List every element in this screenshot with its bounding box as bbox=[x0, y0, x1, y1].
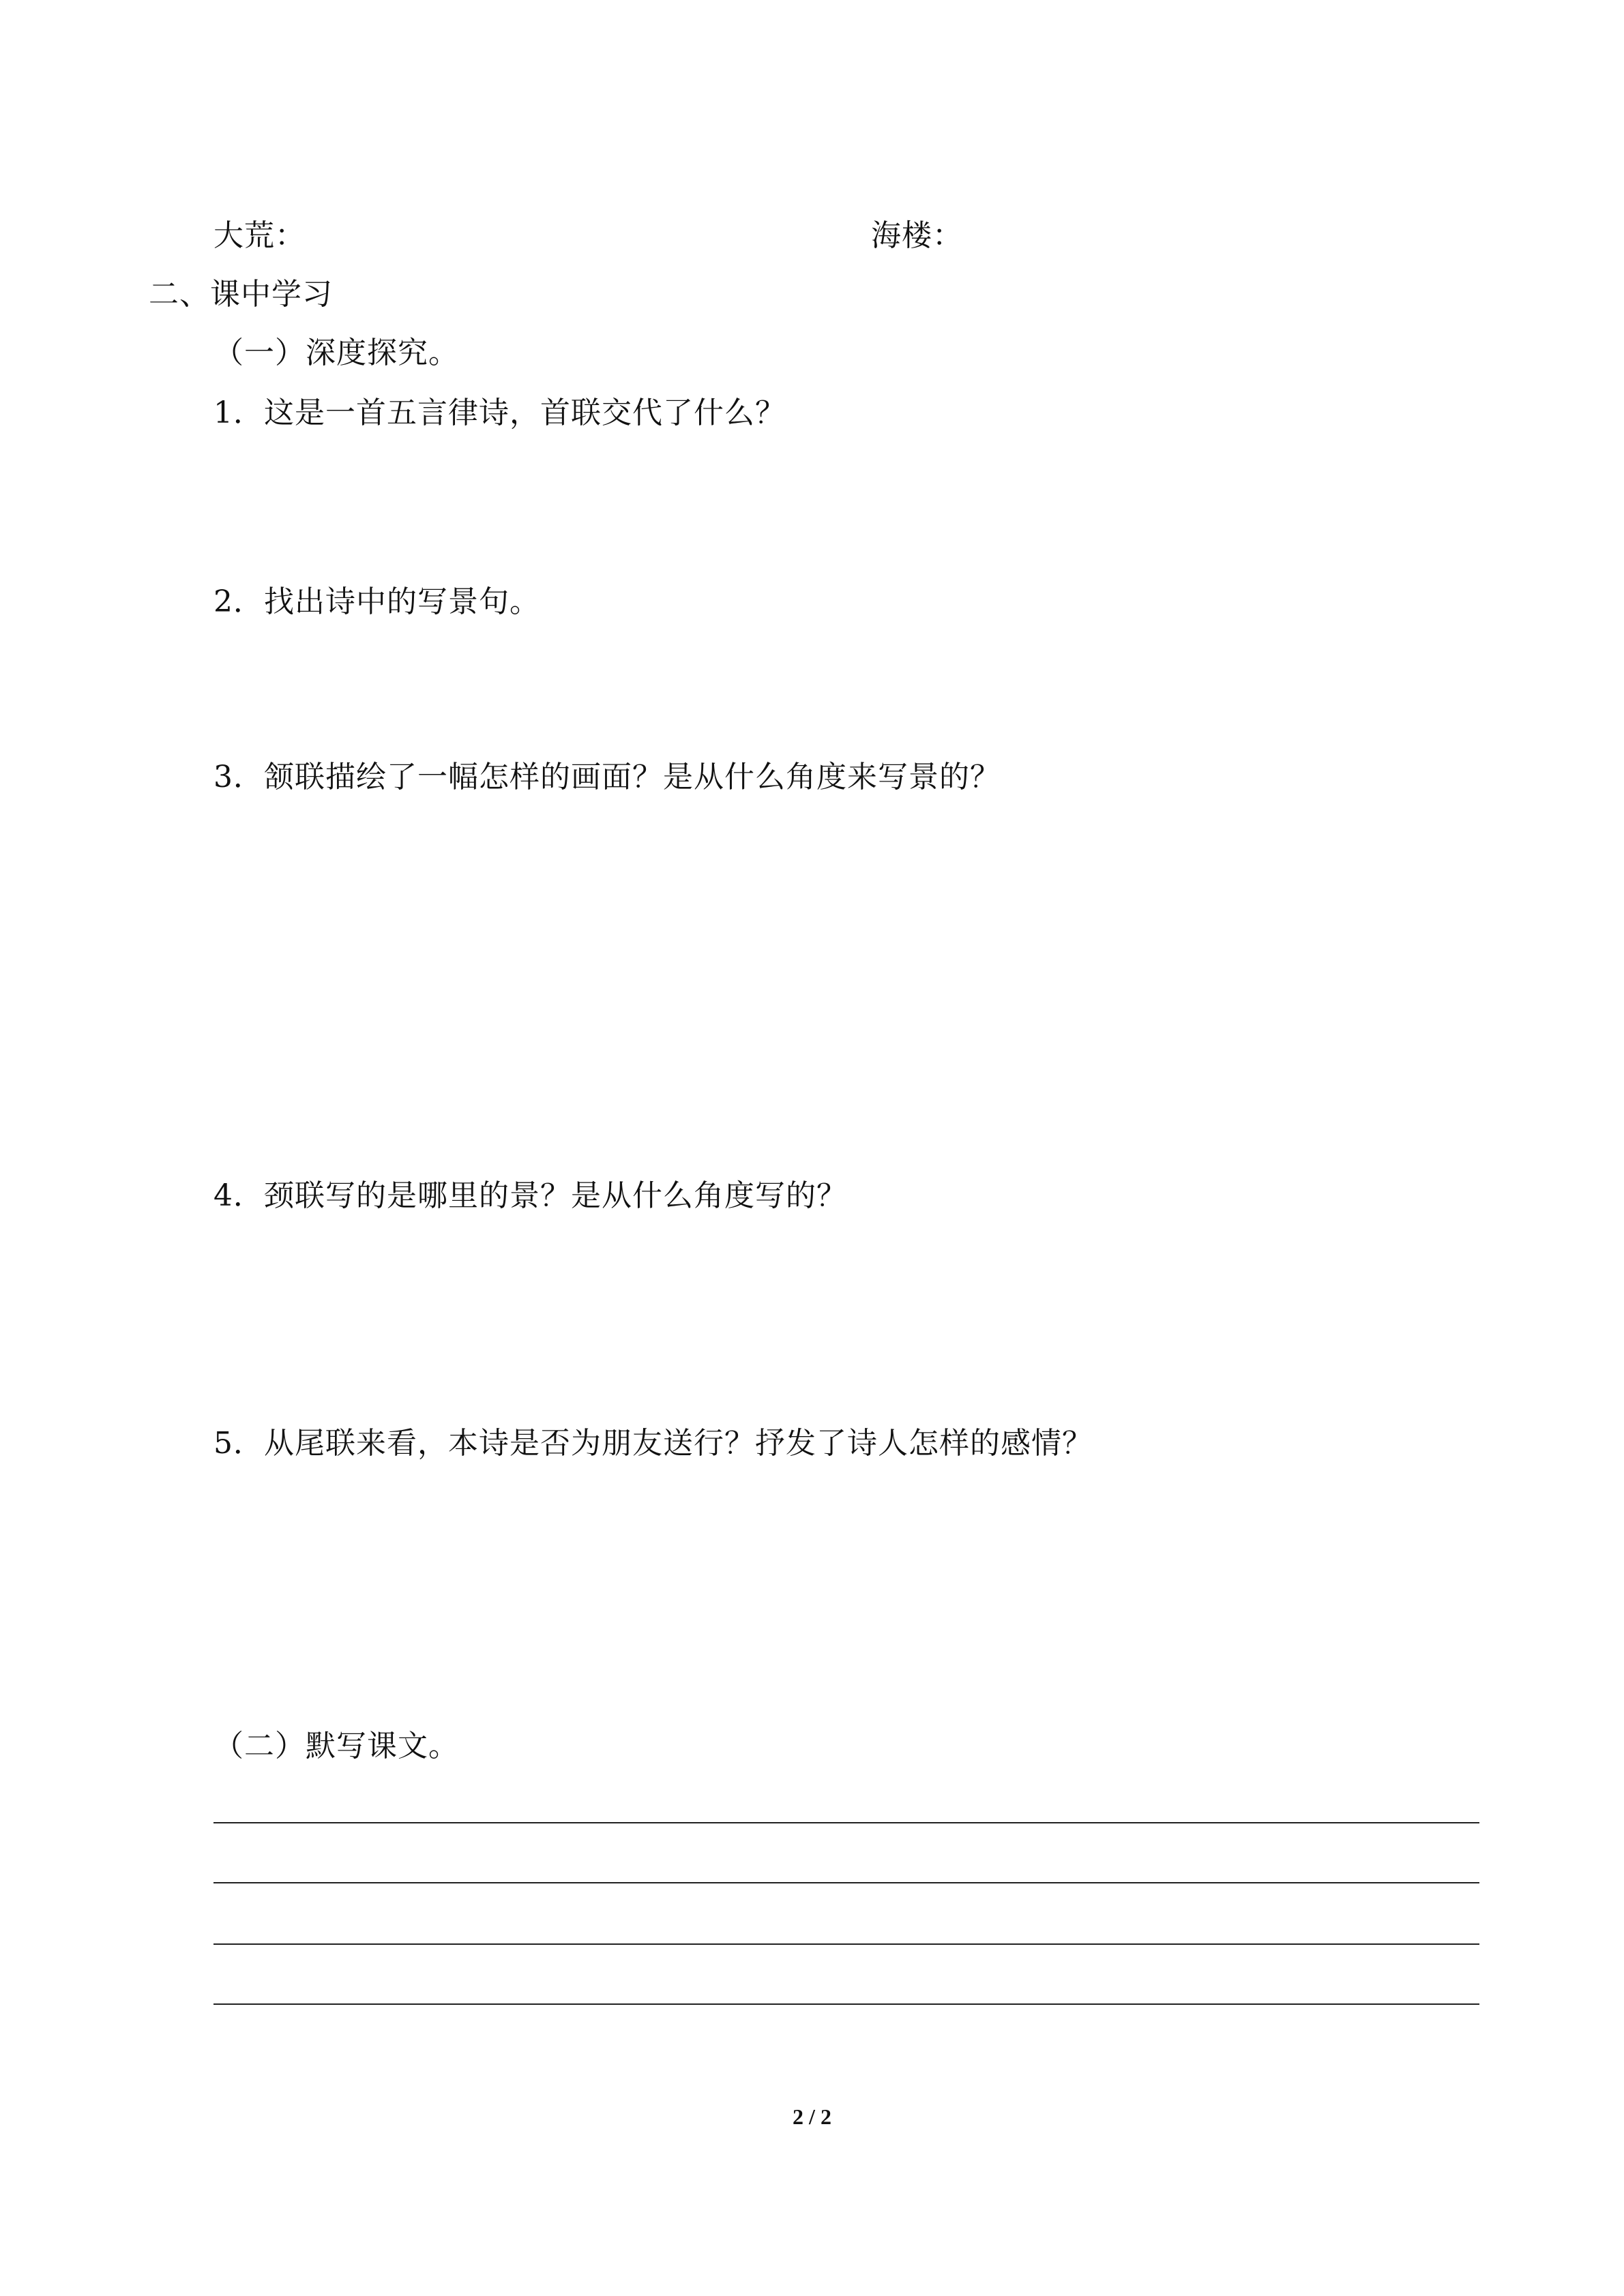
question-2: 2．找出诗中的写景句。 bbox=[213, 584, 540, 619]
vocab-dahuang-label: 大荒： bbox=[213, 218, 306, 253]
page-number: 2 / 2 bbox=[793, 2104, 831, 2129]
question-5: 5．从尾联来看，本诗是否为朋友送行？抒发了诗人怎样的感情？ bbox=[213, 1426, 1093, 1461]
section-heading-in-class: 二、课中学习 bbox=[149, 277, 333, 312]
subsection-heading-deep-inquiry: （一）深度探究。 bbox=[213, 336, 459, 370]
question-3: 3．颔联描绘了一幅怎样的画面？是从什么角度来写景的？ bbox=[213, 760, 1001, 794]
subsection-heading-dictation: （二）默写课文。 bbox=[213, 1729, 459, 1763]
vocab-hailou-label: 海楼： bbox=[871, 218, 963, 253]
answer-line-2 bbox=[213, 1882, 1479, 1883]
answer-line-4 bbox=[213, 2003, 1479, 2005]
answer-line-1 bbox=[213, 1822, 1479, 1823]
question-1: 1．这是一首五言律诗，首联交代了什么？ bbox=[213, 396, 786, 430]
question-4: 4．颈联写的是哪里的景？是从什么角度写的？ bbox=[213, 1178, 847, 1213]
answer-line-3 bbox=[213, 1943, 1479, 1945]
